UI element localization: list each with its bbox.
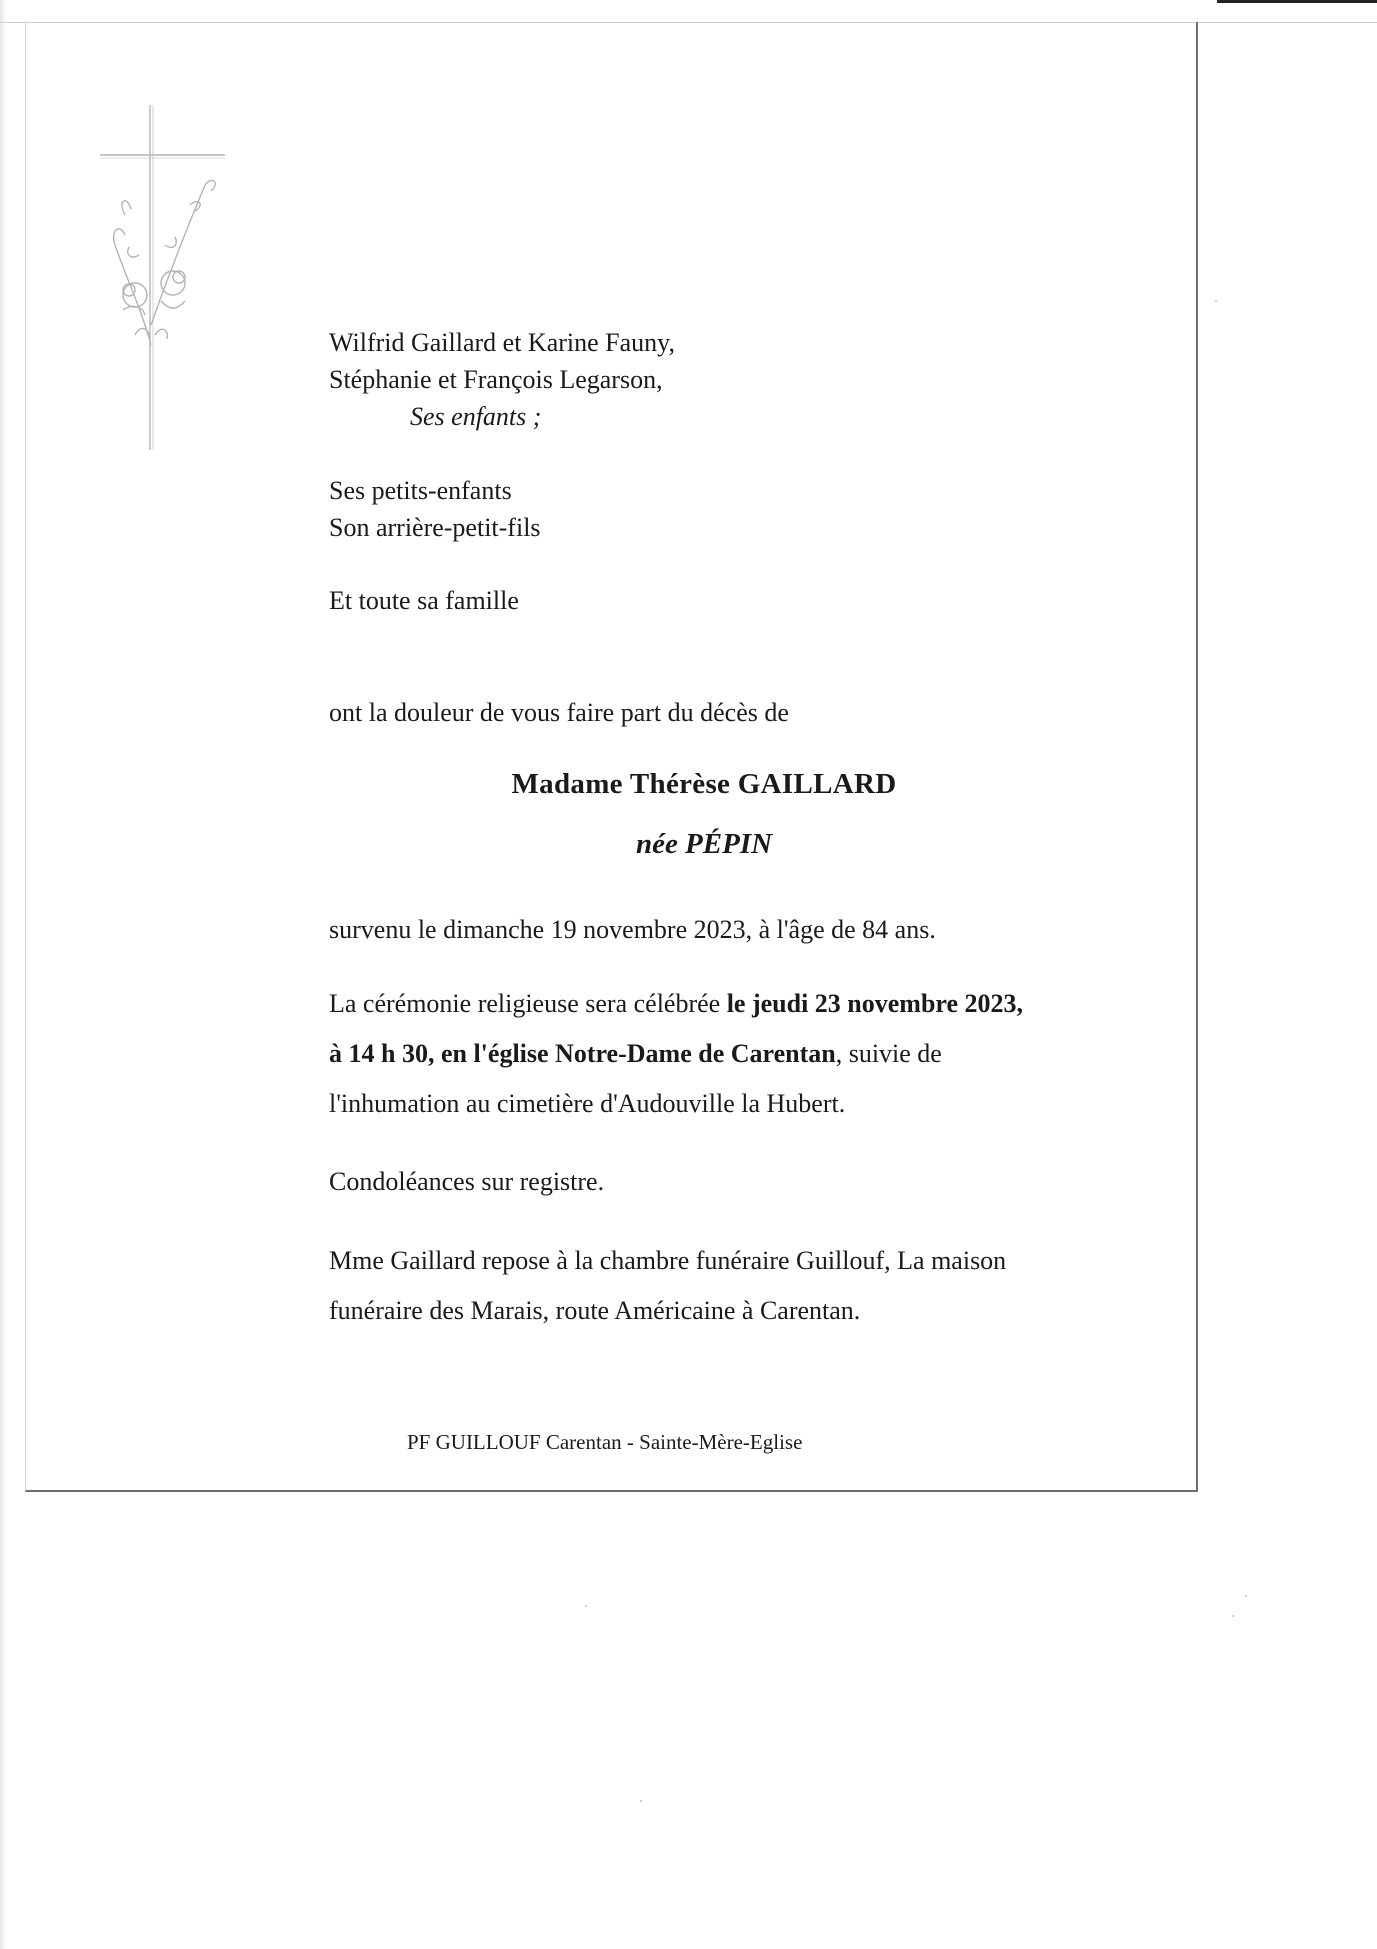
children-label: Ses enfants ; [410,402,542,431]
scan-speck [1232,1615,1234,1617]
ceremony-continuation: , suivie de [835,1039,942,1068]
scan-speck [1245,1595,1247,1597]
deceased-maiden-name: née PÉPIN [635,828,773,860]
grandchildren-block [329,472,541,546]
scan-corner-mark [1217,0,1377,3]
funeral-home-footer: PF GUILLOUF Carentan - Sainte-Mère-Eglise [407,1430,803,1454]
children-line-1: Wilfrid Gaillard et Karine Fauny, [329,328,675,357]
scan-speck [585,1605,587,1607]
scan-edge-shadow [0,0,6,1949]
ceremony-block [329,979,1023,1129]
extended-family-line: Et toute sa famille [329,586,519,615]
children-line-2: Stéphanie et François Legarson, [329,365,663,394]
ceremony-place: à 14 h 30, en l'église Notre-Dame de Carentan [329,1039,836,1068]
announcement-line: ont la douleur de vous faire part du décès de [329,698,789,727]
repose-line-2: funéraire des Marais, route Américaine à Carentan. [329,1296,861,1325]
scan-speck [1215,300,1217,302]
death-info-line: survenu le dimanche 19 novembre 2023, à l'âge de 84 ans. [329,915,936,944]
grandchildren-line: Ses petits-enfants [329,476,512,505]
cross-with-flowers-icon [95,105,225,450]
great-grandchild-line: Son arrière-petit-fils [329,513,541,542]
burial-line: l'inhumation au cimetière d'Audouville la Hubert. [329,1089,846,1118]
ceremony-date: le jeudi 23 novembre 2023, [726,989,1024,1018]
children-block [329,324,675,435]
ceremony-intro: La cérémonie religieuse sera célébrée [329,989,727,1018]
deceased-name: Madame Thérèse GAILLARD [511,768,897,800]
repose-block [329,1236,1006,1336]
repose-line-1: Mme Gaillard repose à la chambre funéraire Guillouf, La maison [329,1246,1007,1275]
scan-speck [640,1800,642,1802]
condolences-line: Condoléances sur registre. [329,1167,605,1196]
